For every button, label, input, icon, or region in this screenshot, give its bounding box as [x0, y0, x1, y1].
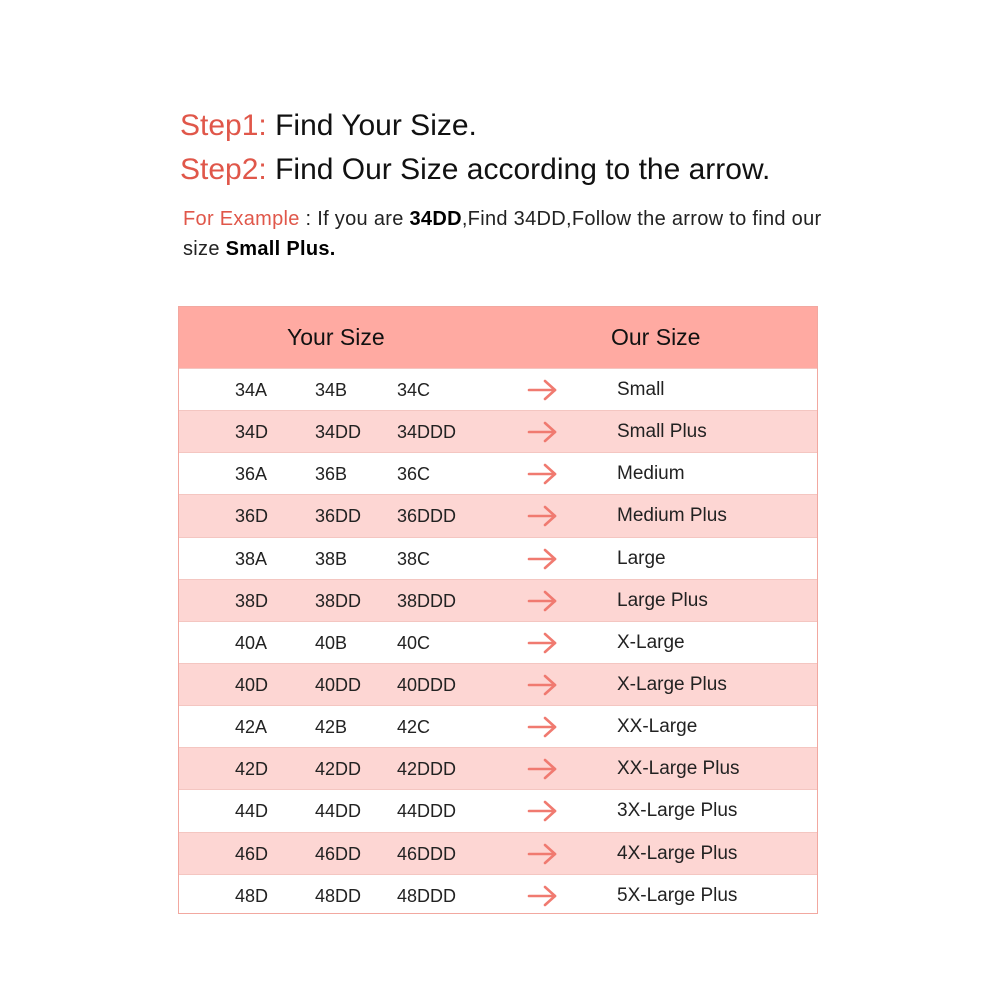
our-size-cell: Small — [617, 379, 665, 400]
right-arrow-icon — [527, 462, 559, 486]
your-size-cell: 34DDD — [397, 422, 457, 443]
your-size-cell: 38C — [397, 548, 431, 569]
right-arrow-icon — [527, 673, 559, 697]
your-size-cell: 46DD — [315, 843, 362, 864]
table-row — [179, 494, 817, 536]
step-1 — [180, 108, 477, 144]
your-size-cell: 42D — [235, 759, 269, 780]
your-size-cell: 42B — [315, 717, 348, 738]
your-size-cell: 44D — [235, 801, 269, 822]
your-size-cell: 38D — [235, 590, 269, 611]
header-your-size: Your Size — [287, 324, 385, 350]
example-note — [183, 204, 833, 264]
right-arrow-icon — [527, 547, 559, 571]
your-size-cell: 34B — [315, 380, 348, 400]
your-size-cell: 38DDD — [397, 590, 457, 611]
your-size-cell: 36C — [397, 464, 431, 485]
your-size-cell: 42C — [397, 717, 431, 738]
your-size-cell: 36A — [235, 464, 268, 485]
your-size-cell: 42A — [235, 717, 268, 738]
your-size-cell: 42DDD — [397, 759, 457, 780]
our-size-cell: X-Large Plus — [617, 673, 727, 695]
your-size-cell: 38A — [235, 548, 268, 569]
our-size-cell: XX-Large — [617, 716, 698, 738]
table-header — [179, 307, 817, 368]
our-size-cell: Small Plus — [617, 421, 707, 443]
table-row — [179, 705, 817, 747]
your-size-cell: 34C — [397, 380, 431, 400]
example-label: For Example — [183, 208, 300, 230]
right-arrow-icon — [527, 842, 559, 866]
right-arrow-icon — [527, 589, 559, 613]
size-chart-table — [178, 306, 818, 914]
your-size-cell: 40D — [235, 674, 269, 695]
step-2 — [180, 152, 770, 188]
your-size-cell: 46DDD — [397, 843, 457, 864]
your-size-cell: 34DD — [315, 422, 362, 443]
your-size-cell: 40B — [315, 632, 348, 653]
your-size-cell: 48D — [235, 885, 269, 906]
step-2-text: Find Our Size according to the arrow. — [275, 153, 771, 186]
right-arrow-icon — [527, 420, 559, 444]
example-bold-size: 34DD — [409, 208, 462, 230]
our-size-cell: Medium — [617, 463, 685, 485]
step-1-label: Step1: — [180, 109, 267, 142]
your-size-cell: 44DDD — [397, 801, 457, 822]
your-size-cell: 36DD — [315, 506, 362, 527]
example-bold-result: Small Plus. — [225, 238, 336, 260]
your-size-cell: 48DD — [315, 885, 362, 906]
your-size-cell: 48DDD — [397, 885, 457, 906]
our-size-cell: 3X-Large Plus — [617, 800, 738, 822]
table-row — [179, 368, 817, 410]
our-size-cell: 4X-Large Plus — [617, 842, 738, 864]
example-text-2: ,Find 34DD,Follow the arrow to find our size — [183, 208, 822, 260]
step-2-label: Step2: — [180, 153, 267, 186]
table-row — [179, 537, 817, 579]
your-size-cell: 40A — [235, 632, 268, 653]
your-size-cell: 38B — [315, 548, 348, 569]
your-size-cell: 44DD — [315, 801, 362, 822]
our-size-cell: Medium Plus — [617, 505, 727, 527]
your-size-cell: 40DD — [315, 674, 362, 695]
our-size-cell: 5X-Large Plus — [617, 884, 738, 906]
right-arrow-icon — [527, 378, 559, 402]
right-arrow-icon — [527, 799, 559, 823]
right-arrow-icon — [527, 504, 559, 528]
your-size-cell: 36B — [315, 464, 348, 485]
right-arrow-icon — [527, 631, 559, 655]
example-text-1: : If you are — [299, 208, 410, 230]
table-row — [179, 579, 817, 621]
table-row — [179, 832, 817, 874]
your-size-cell: 40C — [397, 632, 431, 653]
our-size-cell: Large — [617, 547, 666, 569]
your-size-cell: 42DD — [315, 759, 362, 780]
your-size-cell: 40DDD — [397, 674, 457, 695]
your-size-cell: 34D — [235, 422, 269, 443]
your-size-cell: 36DDD — [397, 506, 457, 527]
our-size-cell: XX-Large Plus — [617, 758, 740, 780]
our-size-cell: X-Large — [617, 631, 685, 653]
your-size-cell: 36D — [235, 506, 269, 527]
step-1-text: Find Your Size. — [275, 109, 477, 142]
table-row — [179, 874, 817, 916]
table-row — [179, 452, 817, 494]
table-row — [179, 789, 817, 831]
your-size-cell: 46D — [235, 843, 269, 864]
your-size-cell: 34A — [235, 380, 268, 400]
table-row — [179, 747, 817, 789]
table-row — [179, 410, 817, 452]
right-arrow-icon — [527, 715, 559, 739]
your-size-cell: 38DD — [315, 590, 362, 611]
our-size-cell: Large Plus — [617, 589, 708, 611]
right-arrow-icon — [527, 757, 559, 781]
table-row — [179, 663, 817, 705]
table-row — [179, 621, 817, 663]
right-arrow-icon — [527, 884, 559, 908]
table-body — [179, 368, 817, 916]
header-our-size: Our Size — [611, 324, 701, 350]
